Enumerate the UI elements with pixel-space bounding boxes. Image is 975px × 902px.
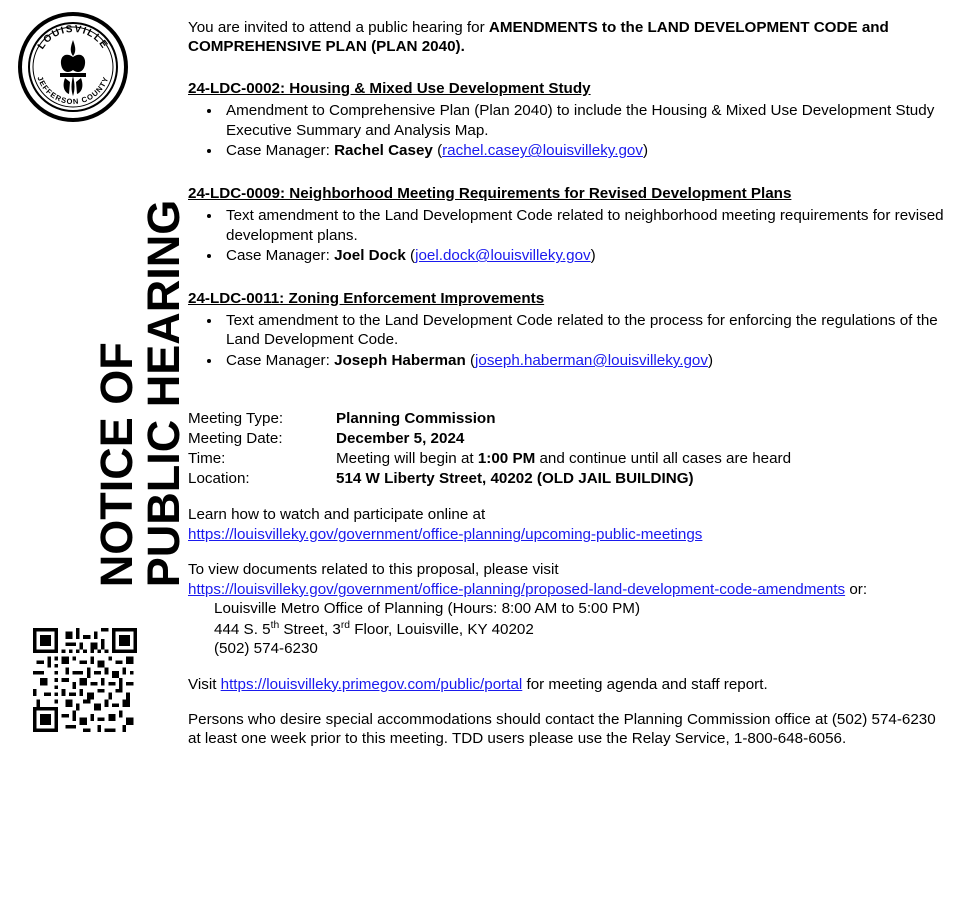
meeting-type-text: Planning Commission (336, 410, 496, 428)
qr-code-icon (33, 628, 137, 732)
upcoming-public-meetings-link[interactable]: https://louisvilleky.gov/government/office-planning/upcoming-public-meetings (188, 525, 703, 543)
list-item (222, 101, 950, 140)
address-ordinal-1: th (270, 619, 280, 631)
primegov-portal-link[interactable]: https://louisvilleky.primegov.com/public/portal (220, 675, 523, 693)
list-item (222, 206, 950, 245)
meeting-date-text: December 5, 2024 (336, 430, 465, 448)
table-row (188, 469, 791, 489)
meeting-type-value (336, 409, 791, 429)
meeting-location-text: 514 W Liberty Street, 40202 (OLD JAIL BUILDING) (336, 470, 694, 488)
svg-text:JEFFERSON COUNTY: JEFFERSON COUNTY (35, 74, 111, 107)
table-row (188, 449, 791, 469)
proposed-amendments-link[interactable]: https://louisvilleky.gov/government/office-planning/proposed-land-development-code-amendments (188, 580, 846, 598)
case-heading: 24-LDC-0011: Zoning Enforcement Improvements (188, 289, 545, 307)
case-details-list (188, 101, 950, 160)
case-description: Text amendment to the Land Development Code related to neighborhood meeting requirements for revised development plans. (226, 207, 944, 244)
agenda-prefix: Visit (188, 675, 221, 693)
case-description: Text amendment to the Land Development Code related to the process for enforcing the regulations of the Land Development Code. (226, 311, 938, 349)
watch-online-link-row (188, 525, 950, 544)
case-block (188, 79, 950, 161)
case-manager-name: Joseph Haberman (334, 351, 466, 369)
notice-body (188, 18, 950, 749)
list-item: • Case Manager: Rachel Casey (rachel.casey@louisvilleky.gov) (222, 141, 950, 160)
intro-bold-text: AMENDMENTS to the LAND DEVELOPMENT CODE and COMPREHENSIVE PLAN (PLAN 2040). (188, 19, 889, 56)
meeting-date-value (336, 429, 791, 449)
case-details-list (188, 206, 950, 265)
agenda-row (188, 675, 950, 694)
documents-link-row (188, 580, 950, 599)
case-heading: 24-LDC-0009: Neighborhood Meeting Requirements for Revised Development Plans (188, 184, 792, 202)
vertical-title-line-2: PUBLIC HEARING (138, 199, 189, 588)
case-manager-label: Case Manager: (226, 247, 335, 265)
case-manager-email-link[interactable]: joel.dock@louisvilleky.gov (415, 247, 591, 265)
table-row (188, 429, 791, 449)
case-manager-label: Case Manager: (226, 351, 335, 369)
address-mid: Street, 3 (279, 620, 341, 638)
case-manager-name: Rachel Casey (334, 142, 433, 160)
office-hours-line: Louisville Metro Office of Planning (Hours: 8:00 AM to 5:00 PM) (214, 600, 641, 618)
list-item: • Case Manager: Joseph Haberman (joseph.haberman@louisvilleky.gov) (222, 351, 950, 370)
document-sidebar (0, 0, 189, 902)
agenda-suffix: for meeting agenda and staff report. (522, 675, 768, 693)
list-item: • Case Manager: Joel Dock (joel.dock@louisvilleky.gov) (222, 246, 950, 265)
case-block (188, 184, 950, 266)
address-prefix: 444 S. 5 (214, 620, 271, 638)
meeting-location-value (336, 469, 791, 489)
case-description: Amendment to Comprehensive Plan (Plan 2040) to include the Housing & Mixed Use Development Study Executive Summary and Analysis Map. (226, 102, 935, 139)
meeting-time-label: Time: (188, 450, 226, 468)
case-manager-label: Case Manager: (226, 142, 335, 160)
address-suffix: Floor, Louisville, KY 40202 (350, 620, 534, 638)
meeting-details-table (188, 409, 791, 489)
case-heading: 24-LDC-0002: Housing & Mixed Use Development Study (188, 79, 591, 97)
case-manager-name: Joel Dock (334, 247, 406, 265)
office-address-block (214, 599, 950, 658)
vertical-title-line-1: NOTICE OF (90, 342, 142, 588)
address-ordinal-2: rd (340, 619, 351, 631)
table-row (188, 409, 791, 429)
meeting-date-label: Meeting Date: (188, 430, 283, 448)
meeting-time-text: 1:00 PM (477, 450, 536, 468)
meeting-type-label: Meeting Type: (188, 410, 284, 428)
meeting-location-label: Location: (188, 470, 250, 488)
meeting-time-prefix: Meeting will begin at (336, 450, 478, 468)
intro-paragraph (188, 18, 950, 57)
case-block (188, 289, 950, 371)
intro-lead-text: You are invited to attend a public hearing for (188, 19, 489, 36)
case-details-list (188, 311, 950, 370)
notice-vertical-title (90, 167, 189, 588)
svg-text:LOUISVILLE: LOUISVILLE (35, 23, 111, 52)
case-manager-email-link[interactable]: joseph.haberman@louisvilleky.gov (475, 351, 708, 369)
list-item (222, 311, 950, 350)
office-address-line (214, 619, 950, 640)
office-phone-line: (502) 574-6230 (214, 640, 318, 658)
meeting-time-suffix: and continue until all cases are heard (535, 450, 792, 468)
accommodations-text: Persons who desire special accommodations should contact the Planning Commission office at (502) 574-6230 at least one week prior to this meeting. TDD users please use the Relay Service, 1-800-648-6056. (188, 711, 936, 748)
watch-online-text: Learn how to watch and participate online at (188, 506, 486, 524)
meeting-time-value (336, 449, 791, 469)
documents-or-text: or: (845, 580, 868, 598)
documents-intro-text: To view documents related to this proposal, please visit (188, 561, 559, 579)
case-manager-email-link[interactable]: rachel.casey@louisvilleky.gov (442, 142, 643, 160)
louisville-jefferson-county-seal-icon (18, 12, 128, 122)
